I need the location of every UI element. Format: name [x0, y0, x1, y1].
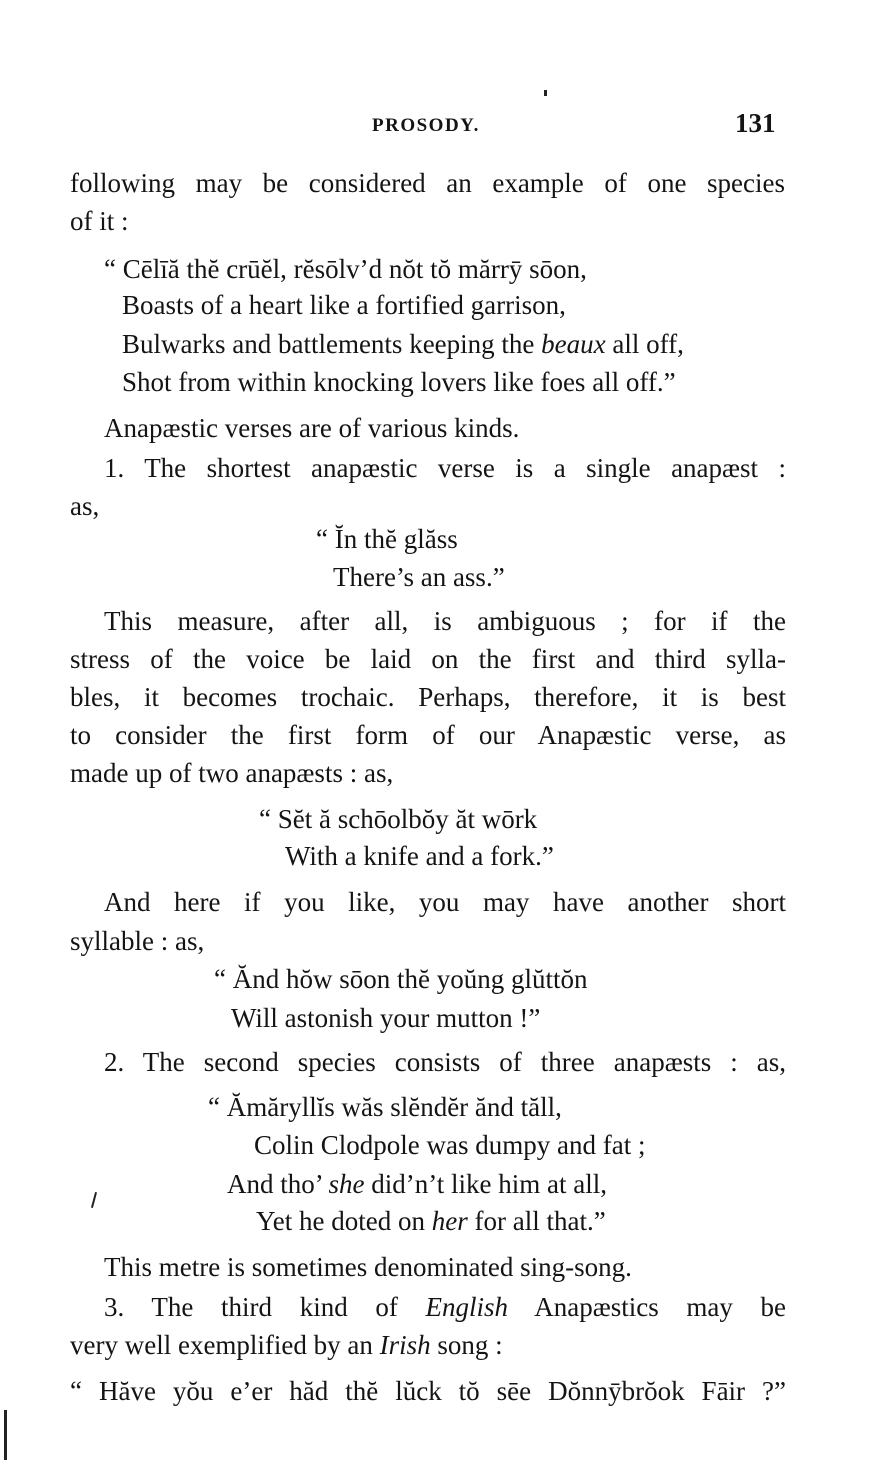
running-title: PROSODY.	[372, 115, 480, 136]
verse-line: “ Sĕt ă schōolbŏy ăt wōrk	[259, 804, 538, 834]
page-edge-mark	[4, 1410, 7, 1460]
verse-line: And tho’ she did’n’t like him at all,	[227, 1169, 607, 1199]
verse-line: “ Ĭn thĕ glăss	[316, 524, 458, 554]
ink-stroke	[91, 1192, 97, 1208]
verse-line: Boasts of a heart like a fortified garrison,	[122, 290, 566, 320]
verse-line: “ Ămăryllĭs wăs slĕndĕr ănd tăll,	[208, 1092, 562, 1122]
text-line: bles, it becomes trochaic. Perhaps, therefore, it is best	[70, 682, 786, 712]
page-number: 131	[735, 108, 776, 138]
verse-line: Colin Clodpole was dumpy and fat ;	[254, 1130, 646, 1160]
ink-speck	[544, 90, 547, 96]
text-line: And here if you like, you may have another short	[104, 887, 786, 917]
verse-line: Bulwarks and battlements keeping the beaux all off,	[122, 329, 684, 359]
text-line: following may be considered an example of one species	[70, 168, 785, 198]
verse-line: Will astonish your mutton !”	[231, 1003, 541, 1033]
verse-line: “ Hăve yŏu e’er hăd thĕ lŭck tŏ sēe Dŏnnȳbrŏok Fāir ?”	[70, 1376, 786, 1406]
text-line: very well exemplified by an Irish song :	[70, 1330, 503, 1360]
verse-line: “ Cēlīă thĕ crūĕl, rĕsōlv’d nŏt tŏ mărrȳ sōon,	[104, 254, 587, 284]
text-line: stress of the voice be laid on the first and third sylla-	[70, 644, 786, 674]
text-line: to consider the first form of our Anapæstic verse, as	[70, 720, 786, 750]
verse-line: With a knife and a fork.”	[285, 841, 554, 871]
text-line: 1. The shortest anapæstic verse is a single anapæst :	[104, 453, 786, 483]
text-line: Anapæstic verses are of various kinds.	[104, 413, 520, 443]
verse-line: “ Ănd hŏw sōon thĕ yoŭng glŭttŏn	[214, 964, 588, 994]
text-line: syllable : as,	[70, 926, 205, 956]
text-line: as,	[70, 491, 100, 521]
text-line: This metre is sometimes denominated sing-song.	[104, 1252, 632, 1282]
text-line: This measure, after all, is ambiguous ; for if the	[104, 606, 786, 636]
text-line: 2. The second species consists of three anapæsts : as,	[104, 1047, 786, 1077]
text-line: of it :	[70, 206, 129, 236]
text-line: 3. The third kind of English Anapæstics may be	[104, 1292, 786, 1322]
verse-line: Shot from within knocking lovers like foes all off.”	[122, 367, 676, 397]
verse-line: There’s an ass.”	[333, 562, 505, 592]
text-line: made up of two anapæsts : as,	[70, 758, 394, 788]
verse-line: Yet he doted on her for all that.”	[256, 1206, 606, 1236]
